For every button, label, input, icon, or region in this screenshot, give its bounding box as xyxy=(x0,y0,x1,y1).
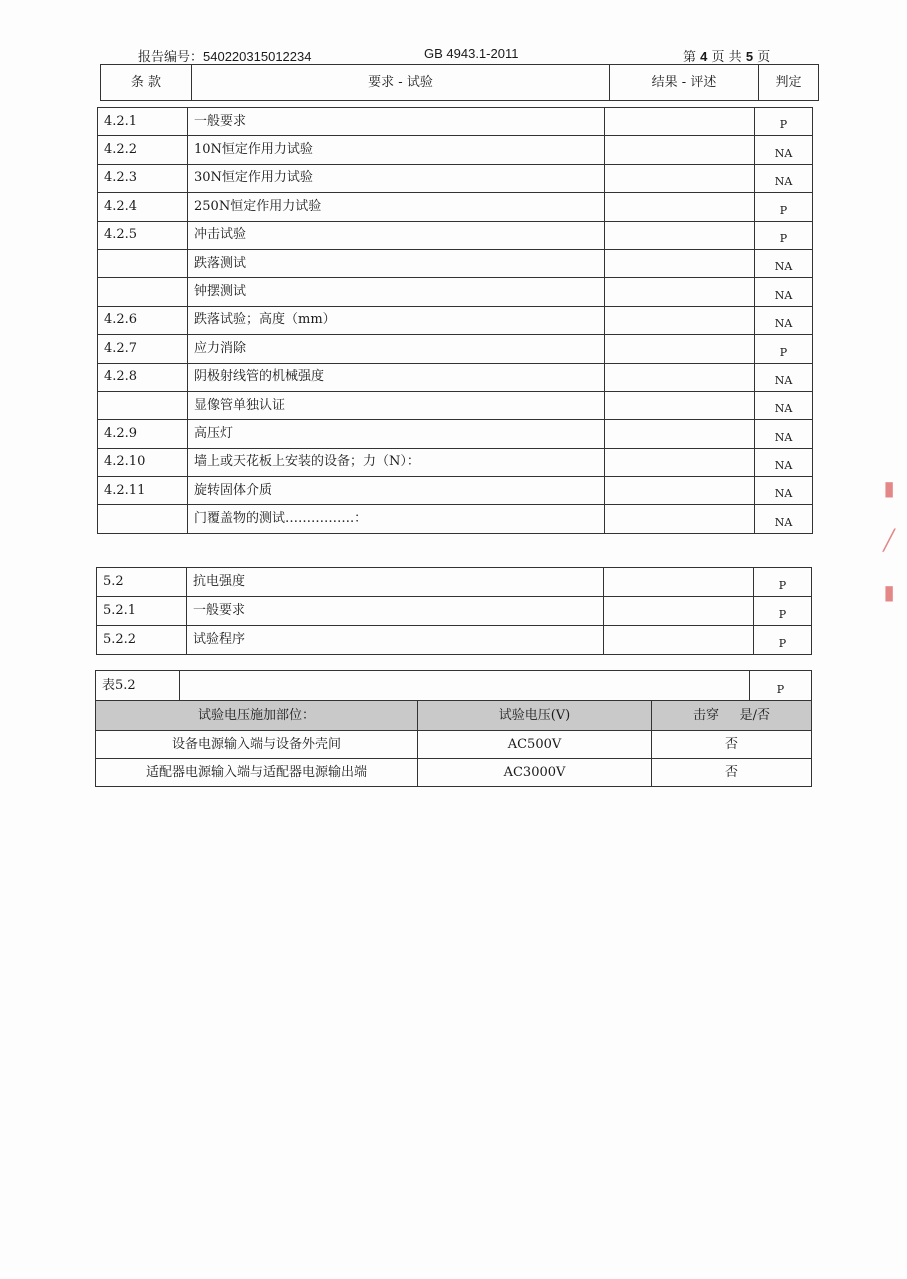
table-row xyxy=(98,363,813,391)
table-row xyxy=(98,249,813,277)
report-number-label: 报告编号： xyxy=(138,50,204,65)
table-row xyxy=(98,306,813,334)
requirement-cell: 一般要求 xyxy=(187,597,604,626)
result-cell xyxy=(605,164,755,192)
clause-cell xyxy=(98,391,188,419)
clause-cell: 4.2.5 xyxy=(98,221,188,249)
result-cell xyxy=(605,193,755,221)
result-cell xyxy=(605,306,755,334)
result-cell xyxy=(605,448,755,476)
page-number: 4 xyxy=(700,49,708,64)
table-5-2-label: 表5.2 xyxy=(96,671,180,701)
result-cell xyxy=(605,391,755,419)
result-cell xyxy=(605,420,755,448)
verdict-cell: P xyxy=(755,193,813,221)
result-cell xyxy=(605,363,755,391)
table-row xyxy=(98,164,813,192)
result-cell xyxy=(604,568,754,597)
verdict-cell: NA xyxy=(755,477,813,505)
page-indicator xyxy=(683,46,770,65)
header-clause: 条 款 xyxy=(101,65,192,101)
table-row xyxy=(98,108,813,136)
verdict-cell: NA xyxy=(755,420,813,448)
clause-cell xyxy=(98,505,188,533)
table-row xyxy=(97,626,812,655)
verdict-cell: NA xyxy=(755,164,813,192)
t52-col-location: 试验电压施加部位： xyxy=(96,701,418,731)
table-5-2-title xyxy=(95,670,812,701)
table-row xyxy=(98,391,813,419)
report-number-value: 540220315012234 xyxy=(203,49,312,64)
header-verdict: 判定 xyxy=(759,65,819,101)
clause-cell: 4.2.10 xyxy=(98,448,188,476)
clause-cell: 4.2.4 xyxy=(98,193,188,221)
result-cell xyxy=(605,505,755,533)
page-suffix: 页 xyxy=(757,50,771,65)
requirement-cell: 30N恒定作用力试验 xyxy=(188,164,605,192)
result-cell xyxy=(605,335,755,363)
requirement-cell: 250N恒定作用力试验 xyxy=(188,193,605,221)
clause-cell: 4.2.9 xyxy=(98,420,188,448)
clause-table-4-2 xyxy=(97,107,813,534)
verdict-cell: P xyxy=(755,221,813,249)
clause-table-5-2 xyxy=(96,567,812,655)
requirement-cell: 跌落测试 xyxy=(188,249,605,277)
verdict-cell: NA xyxy=(755,505,813,533)
requirement-cell: 应力消除 xyxy=(188,335,605,363)
verdict-cell: P xyxy=(754,568,812,597)
breakdown-cell: 否 xyxy=(652,731,812,759)
requirement-cell: 跌落试验；高度（mm） xyxy=(188,306,605,334)
breakdown-cell: 否 xyxy=(652,759,812,787)
table-row xyxy=(96,759,812,787)
table-5-2-title-value xyxy=(180,671,750,701)
location-cell: 适配器电源输入端与适配器电源输出端 xyxy=(96,759,418,787)
clause-cell: 5.2.2 xyxy=(97,626,187,655)
result-cell xyxy=(605,249,755,277)
t52-col-breakdown: 击穿 是/否 xyxy=(652,701,812,731)
verdict-cell: NA xyxy=(755,391,813,419)
requirement-cell: 显像管单独认证 xyxy=(188,391,605,419)
voltage-cell: AC3000V xyxy=(418,759,652,787)
clause-cell: 4.2.7 xyxy=(98,335,188,363)
column-header-table xyxy=(100,64,819,101)
requirement-cell: 试验程序 xyxy=(187,626,604,655)
location-cell: 设备电源输入端与设备外壳间 xyxy=(96,731,418,759)
header-result: 结果 - 评述 xyxy=(610,65,759,101)
requirement-cell: 阴极射线管的机械强度 xyxy=(188,363,605,391)
result-cell xyxy=(605,136,755,164)
table-row xyxy=(98,278,813,306)
clause-cell xyxy=(98,278,188,306)
voltage-cell: AC500V xyxy=(418,731,652,759)
verdict-cell: P xyxy=(754,597,812,626)
table-5-2-verdict: P xyxy=(750,671,812,701)
verdict-cell: NA xyxy=(755,278,813,306)
clause-cell: 4.2.11 xyxy=(98,477,188,505)
header-requirement: 要求 - 试验 xyxy=(192,65,610,101)
table-5-2 xyxy=(95,700,812,787)
clause-cell: 4.2.2 xyxy=(98,136,188,164)
page-prefix: 第 xyxy=(683,50,697,65)
verdict-cell: NA xyxy=(755,448,813,476)
clause-cell: 4.2.1 xyxy=(98,108,188,136)
requirement-cell: 冲击试验 xyxy=(188,221,605,249)
page-total: 5 xyxy=(745,49,754,64)
table-row xyxy=(97,568,812,597)
result-cell xyxy=(605,221,755,249)
requirement-cell: 高压灯 xyxy=(188,420,605,448)
clause-cell: 5.2 xyxy=(97,568,187,597)
standard-code: GB 4943.1-2011 xyxy=(424,46,519,61)
clause-cell: 5.2.1 xyxy=(97,597,187,626)
result-cell xyxy=(605,108,755,136)
clause-cell xyxy=(98,249,188,277)
result-cell xyxy=(605,278,755,306)
clause-cell: 4.2.8 xyxy=(98,363,188,391)
table-row xyxy=(98,420,813,448)
clause-cell: 4.2.3 xyxy=(98,164,188,192)
requirement-cell: 旋转固体介质 xyxy=(188,477,605,505)
requirement-cell: 一般要求 xyxy=(188,108,605,136)
clause-cell: 4.2.6 xyxy=(98,306,188,334)
result-cell xyxy=(604,597,754,626)
verdict-cell: NA xyxy=(755,249,813,277)
page-mid: 页 共 xyxy=(711,50,742,65)
table-row xyxy=(98,335,813,363)
requirement-cell: 墙上或天花板上安装的设备；力（N）： xyxy=(188,448,605,476)
verdict-cell: NA xyxy=(755,306,813,334)
verdict-cell: P xyxy=(755,335,813,363)
requirement-cell: 抗电强度 xyxy=(187,568,604,597)
result-cell xyxy=(604,626,754,655)
verdict-cell: P xyxy=(755,108,813,136)
result-cell xyxy=(605,477,755,505)
table-row xyxy=(98,193,813,221)
table-row xyxy=(96,731,812,759)
verdict-cell: NA xyxy=(755,136,813,164)
report-number xyxy=(138,46,311,65)
requirement-cell: 10N恒定作用力试验 xyxy=(188,136,605,164)
table-row xyxy=(98,477,813,505)
table-row xyxy=(97,597,812,626)
requirement-cell: 钟摆测试 xyxy=(188,278,605,306)
verdict-cell: NA xyxy=(755,363,813,391)
table-row xyxy=(98,448,813,476)
table-row xyxy=(98,136,813,164)
requirement-cell: 门覆盖物的测试…………….： xyxy=(188,505,605,533)
t52-col-voltage: 试验电压(V) xyxy=(418,701,652,731)
table-row xyxy=(98,505,813,533)
verdict-cell: P xyxy=(754,626,812,655)
table-row xyxy=(98,221,813,249)
stamp-fragment: ▮ ╱ ▮ xyxy=(882,476,896,604)
